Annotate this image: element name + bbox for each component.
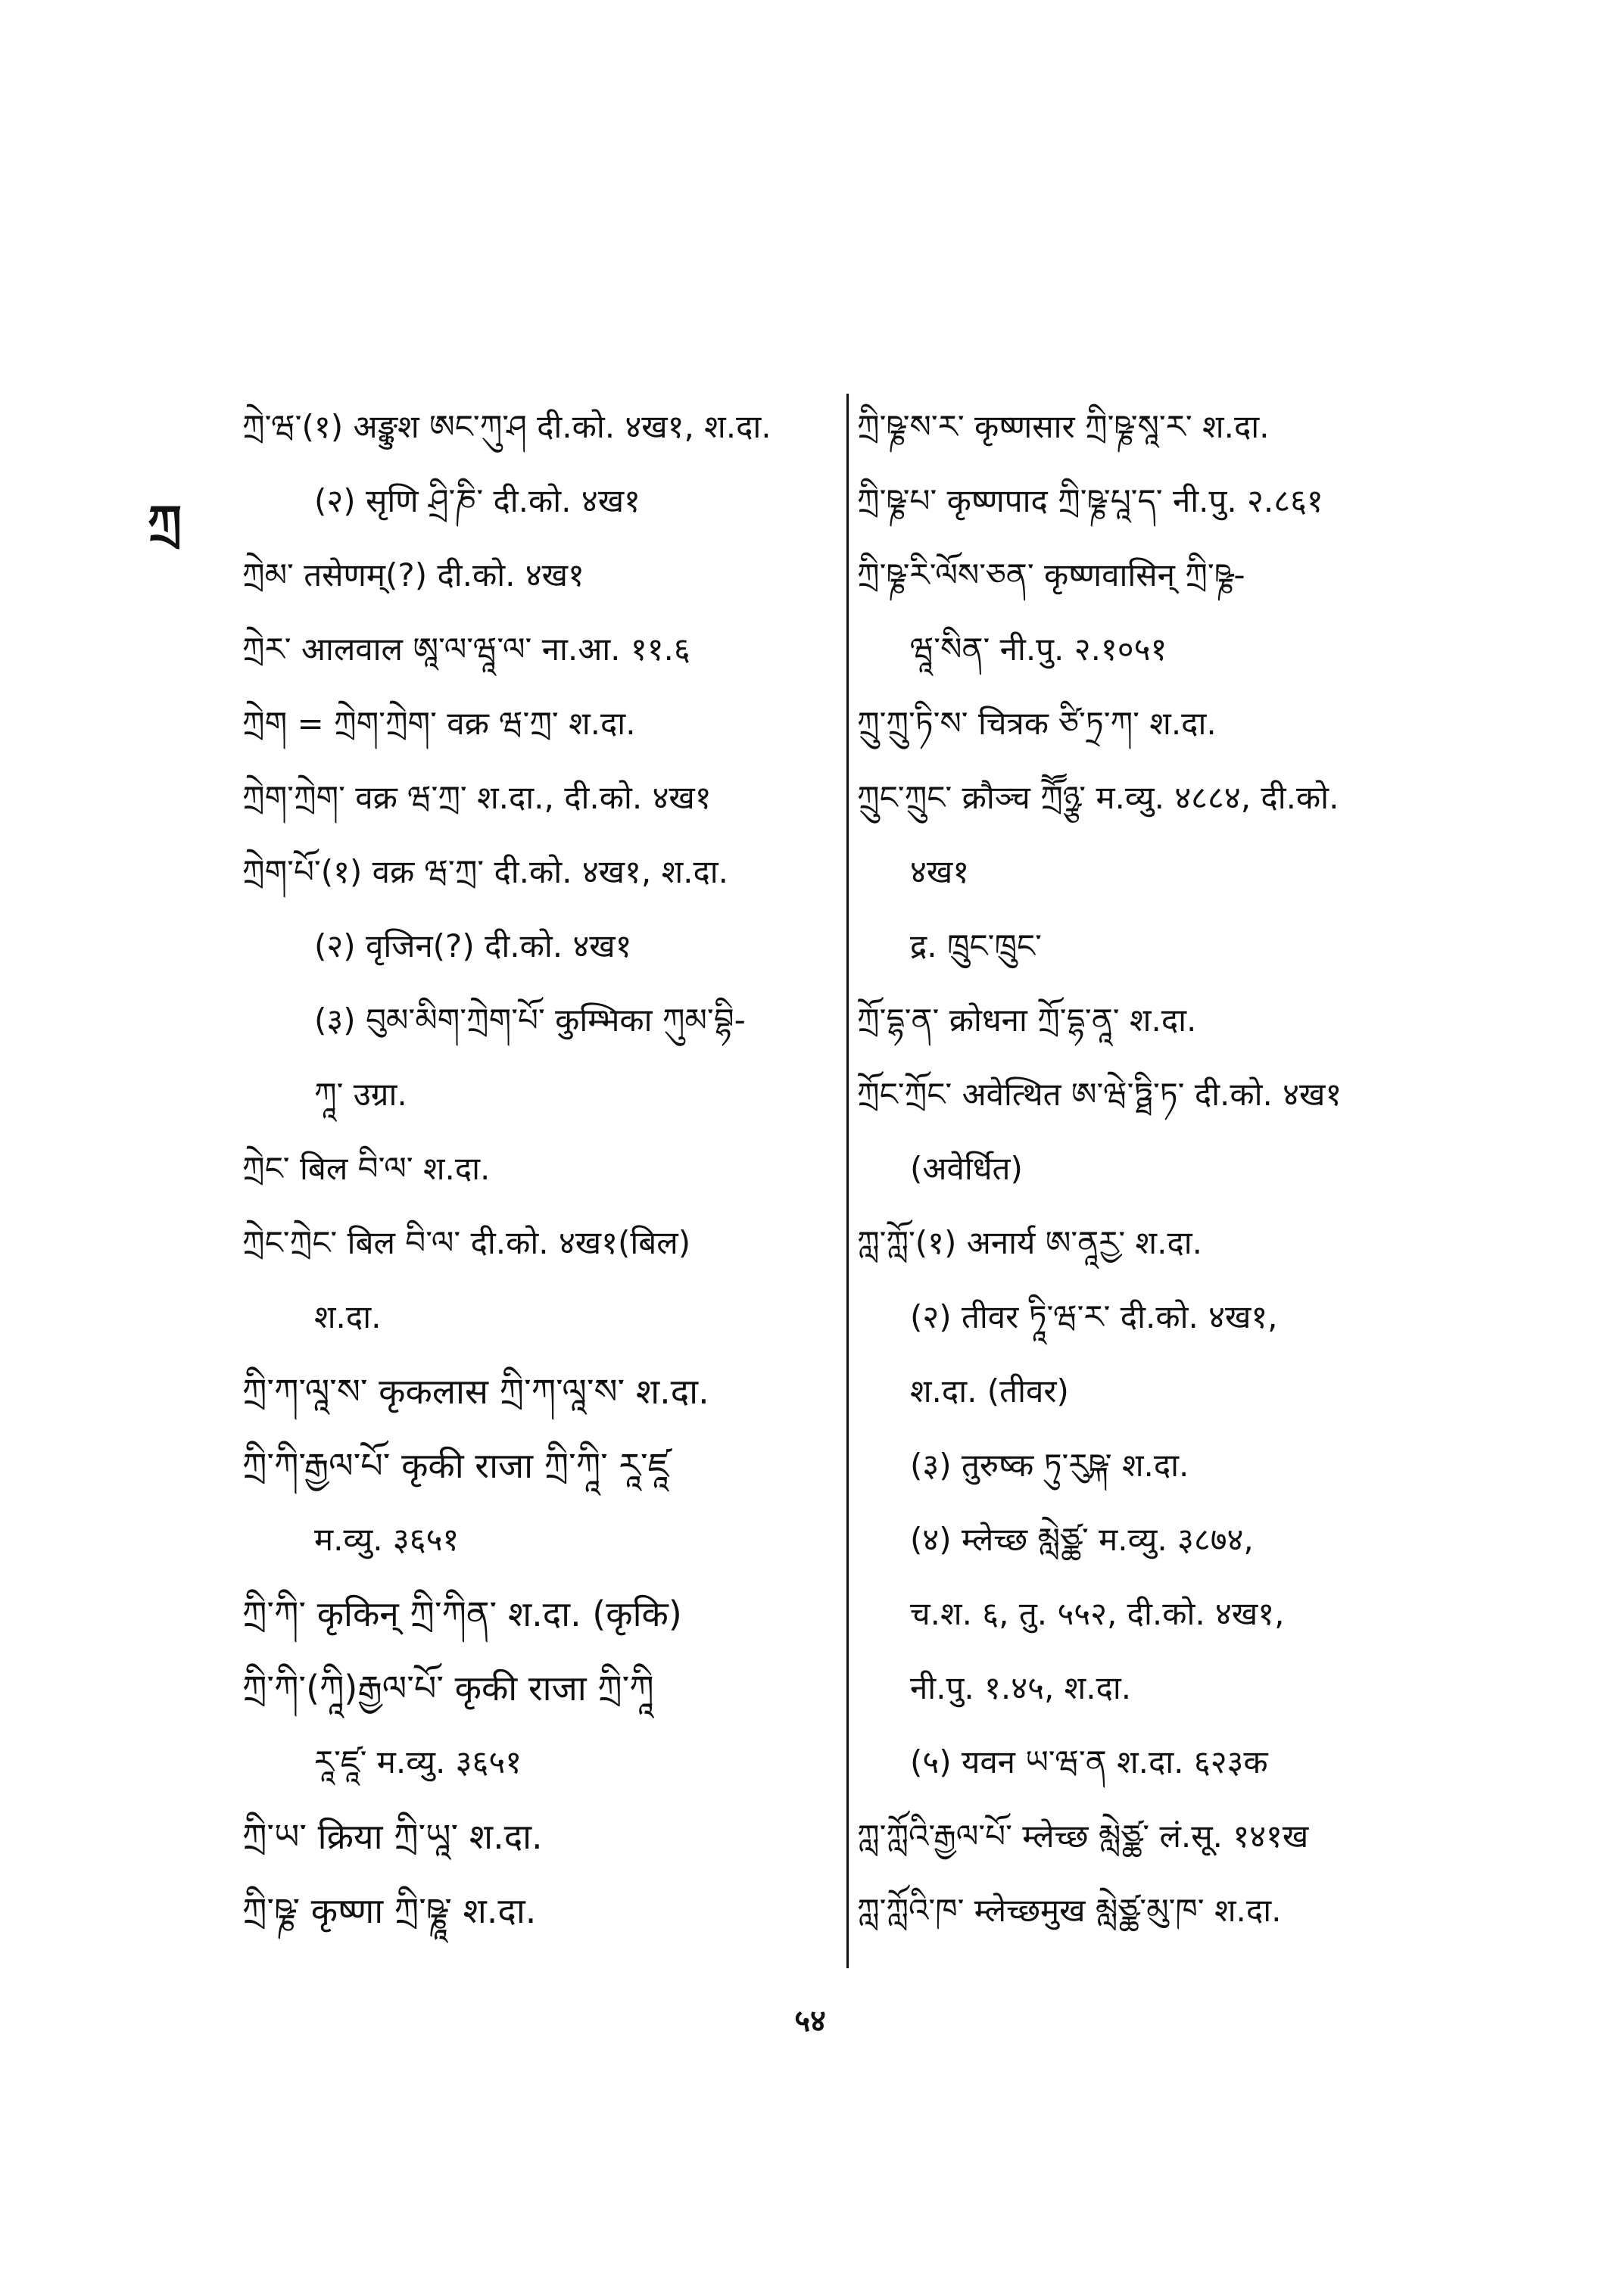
page-number: ५४ [794, 2004, 826, 2039]
entry-line: རཱ་ཛཱ་ म.व्यु. ३६५१ [314, 1743, 522, 1781]
margin-section-glyph: ཀྲ [148, 496, 179, 552]
entry-line: (५) यवन ཡ་ཝ་ན श.दा. ६२३क [910, 1743, 1268, 1781]
entry-line: ཀྲི་ཥྞ་པ་ कृष्णपाद ཀྲི་ཥྞ་པཱ་ད་ नी.पु. २.८६१ [857, 482, 1323, 519]
column-divider [846, 394, 849, 1968]
entry-line: ཀྲོ་དྷ་ན་ क्रोधना ཀྲོ་དྷ་ནཱ་ श.दा. [857, 1002, 1197, 1039]
entry-line: ཀྲི་ཀ་ལཱ་ས་ कृकलास ཀྲི་ཀ་ལཱ་ས་ श.दा. [242, 1371, 709, 1412]
entry-line: नी.पु. १.४५, श.दा. [910, 1669, 1132, 1706]
entry-line: (२) तीवर ཏཱི་ཝ་ར་ दी.को. ४ख१, [910, 1298, 1278, 1335]
entry-line: ཀྲི་ཀི་རྒྱལ་པོ་ कृकी राजा ཀྲི་ཀཱི་ རཱ་ཛཱ [242, 1445, 669, 1486]
entry-line: (४) म्लेच्छ མླེཙྪ་ म.व्यु. ३८७४, [910, 1521, 1254, 1558]
entry-line: (२) सृणि ཤྲི་ཎི་ दी.को. ४ख१ [314, 482, 641, 519]
entry-line: ཀྲེག = ཀྲེག་ཀྲེག་ वक्र ཝ་ཀྲ་ श.दा. [242, 705, 636, 742]
entry-line: ཀྲུང་ཀྲུང་ क्रौञ्च ཀྲཽཉྩ་ म.व्यु. ४८८४, दी.को. [857, 779, 1339, 816]
entry-line: च.श. ६, तु. ५५२, दी.को. ४ख१, [910, 1595, 1285, 1632]
entry-line: ཀྲི་ཥྞ་ कृष्णा ཀྲི་ཥྞཱ་ श.दा. [242, 1890, 537, 1931]
entry-line: (२) वृजिन(?) दी.को. ४ख१ [314, 927, 632, 964]
left-column [242, 390, 840, 1948]
entry-line: ཀླ་ཀློ་(१) अनार्य ཨ་ནཱརྱ་ श.दा. [857, 1224, 1202, 1261]
entry-line: ४ख१ [910, 853, 970, 890]
entry-line: (३) तुरुष्क ཏུ་རུཥྐ་ श.दा. [910, 1447, 1189, 1484]
entry-line: ཀླ་ཀློའི་ཁ་ म्लेच्छमुख མླེཙྪ་མུ་ཁ་ श.दा. [857, 1892, 1282, 1929]
entry-line: ཀྲེག་པོ་(१) वक्र ཝ་ཀྲ་ दी.को. ४ख१, श.दा. [242, 853, 729, 890]
entry-line: म.व्यु. ३६५१ [314, 1521, 460, 1558]
entry-line: ཀྲེམ་ तसेणम्(?) दी.को. ४ख१ [242, 556, 584, 594]
entry-line: ཀྲེང་ཀྲེང་ बिल བི་ལ་ दी.को. ४ख१(बिल) [242, 1224, 691, 1261]
entry-line: (अवेर्धित) [910, 1150, 1023, 1187]
entry-line: ཀྲི་ཀི་(ཀཱི)རྒྱལ་པོ་ कृकी राजा ཀྲི་ཀཱི [242, 1668, 654, 1709]
entry-line: द्र. ཁྲུང་ཁྲུང་ [910, 927, 1042, 964]
entry-line: श.दा. (तीवर) [910, 1372, 1069, 1410]
entry-line: ཀྲེང་ बिल བི་ལ་ श.दा. [242, 1150, 491, 1187]
entry-line: ཀྲི་ཥྞ་ས་ར་ कृष्णसार ཀྲི་ཥྞ་སཱ་ར་ श.दा. [857, 408, 1270, 445]
entry-line: ཝཱ་སིན་ नी.पु. २.१०५१ [910, 631, 1167, 668]
right-column [857, 390, 1508, 1948]
entry-line: ཀྲེ་ཝ་(१) अङ्कुश ཨང་ཀུ་ཤ दी.को. ४ख१, श.दा. [242, 408, 771, 445]
entry-line: ཀྲེག་ཀྲེག་ वक्र ཝ་ཀྲ་ श.दा., दी.को. ४ख१ [242, 779, 712, 816]
entry-line: ཀྲི་ཀི་ कृकिन् ཀྲི་ཀིན་ श.दा. (कृकि) [242, 1594, 682, 1634]
entry-line: ཀླ་ཀློའི་རྒྱལ་པོ་ म्लेच्छ མླེཙྪ་ लं.सू. १४१ख [857, 1818, 1309, 1855]
entry-line: ཀཱ་ उग्रा. [314, 1076, 407, 1113]
entry-line: ཀྲི་ཥྞ་རི་ལོས་ཅན་ कृष्णवासिन् ཀྲི་ཥྞ- [857, 556, 1245, 594]
entry-line: ཀྲུ་ཀྲུ་ཏི་ས་ चित्रक ཙི་ཏྲ་ཀ་ श.दा. [857, 705, 1217, 742]
entry-line: ཀྲི་ཡ་ क्रिया ཀྲི་ཡཱ་ श.दा. [242, 1816, 543, 1857]
entry-line: ཀྲོང་ཀྲོང་ अवेत्थित ཨ་ཝེ་ཏྠི་ཏ་ दी.को. ४ख१ [857, 1076, 1342, 1113]
entry-line: (३) བུམ་མིག་ཀྲེག་པོ་ कुम्भिका ཀུམ་བྷི- [314, 1002, 746, 1039]
entry-line: श.दा. [314, 1298, 382, 1335]
entry-line: ཀྲེར་ आलवाल ཨཱ་ལ་ཝཱ་ལ་ ना.आ. ११.६ [242, 631, 690, 668]
